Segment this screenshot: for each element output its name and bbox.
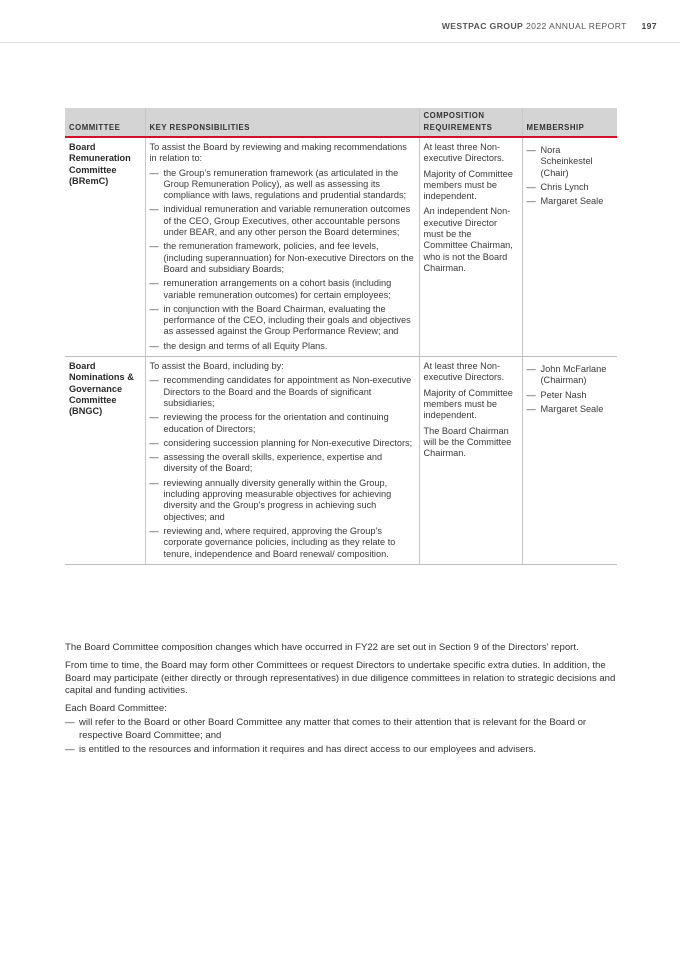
membership-cell — [522, 137, 617, 357]
list-item: — reviewing annually diversity generally within the Group, including approving measurable objectives for achieving diversity and the Group’s progress in achieving such objectives; and — [150, 478, 415, 523]
composition-item: An independent Non-executive Director must be the Committee Chairman, who is not the Board Chairman. — [423, 206, 513, 273]
list-item: — remuneration arrangements on a cohort basis (including variable remuneration outcomes) for certain employees; — [150, 278, 415, 301]
composition-item: At least three Non-executive Directors. — [423, 142, 505, 164]
member: — John McFarlane (Chairman) — [527, 364, 614, 387]
paragraph: The Board Committee composition changes which have occurred in FY22 are set out in Section 9 of the Directors’ report. — [65, 642, 579, 653]
responsibilities-intro: To assist the Board by reviewing and making recommendations in relation to: — [149, 142, 407, 164]
table-row-bngc — [65, 357, 617, 565]
member: — Margaret Seale — [527, 196, 614, 207]
list-item: — recommending candidates for appointment as Non-executive Directors to the Board and the Boards of significant subsidiaries; — [150, 375, 415, 409]
header-divider — [0, 42, 680, 43]
page-number: 197 — [641, 21, 657, 31]
responsibilities-cell — [145, 137, 419, 357]
table-header-row — [65, 108, 617, 137]
membership-list — [527, 364, 614, 415]
committee-name: Board Remuneration Committee (BRemC) — [65, 137, 145, 357]
member: — Peter Nash — [527, 390, 614, 401]
composition-item: Majority of Committee members must be independent. — [423, 168, 513, 202]
responsibilities-intro: To assist the Board, including by: — [149, 361, 284, 372]
member: — Chris Lynch — [527, 182, 614, 193]
list-item: — in conjunction with the Board Chairman, evaluating the performance of the CEO, including their goals and objectives as assessed against the Group Performance Review; and — [150, 304, 415, 338]
list-item: — reviewing and, where required, approving the Group’s corporate governance policies, including as they relate to tenure, independence and Board renewal/ composition. — [150, 526, 415, 560]
list-item: — reviewing the process for the orientation and continuing education of Directors; — [150, 412, 415, 435]
membership-cell — [522, 357, 617, 565]
responsibilities-list — [150, 168, 415, 352]
committee-duties-list — [65, 717, 617, 756]
header-committee: COMMITTEE — [65, 108, 145, 137]
header-key-responsibilities: KEY RESPONSIBILITIES — [145, 108, 419, 137]
list-item: — is entitled to the resources and information it requires and has direct access to our employees and advisers. — [65, 744, 617, 756]
header-brand: WESTPAC GROUP — [441, 21, 524, 31]
composition-item: The Board Chairman will be the Committee Chairman. — [423, 425, 512, 459]
responsibilities-list — [150, 375, 415, 559]
header-composition-requirements: COMPOSITION REQUIREMENTS — [419, 108, 522, 137]
list-item: — the Group’s remuneration framework (as articulated in the Group Remuneration Policy), as well as assessing its compliance with laws, regulations and prudential standards; — [150, 168, 415, 202]
list-item: — the remuneration framework, policies, and fee levels, (including superannuation) for Non-executive Directors on the Board and subsidiary Boards; — [150, 241, 415, 275]
list-item: — assessing the overall skills, experience, expertise and diversity of the Board; — [150, 452, 415, 475]
membership-list — [527, 145, 614, 207]
paragraph: From time to time, the Board may form other Committees or request Directors to undertake specific extra duties. In addition, the Board may participate (either directly or through representatives) in due diligence committees in relation to strategic decisions and capital and funding activities. — [65, 660, 616, 696]
list-item: — individual remuneration and variable remuneration outcomes of the CEO, Group Executives, other accountable persons under BEAR, and any other person the Board determines; — [150, 204, 415, 238]
list-item: — considering succession planning for Non-executive Directors; — [150, 438, 415, 449]
committee-name: Board Nominations & Governance Committee (BNGC) — [65, 357, 145, 565]
list-item: — will refer to the Board or other Board Committee any matter that comes to their attention that is relevant for the Board or respective Board Committee; and — [65, 717, 617, 742]
responsibilities-cell — [145, 357, 419, 565]
committee-table — [65, 108, 617, 565]
member: — Margaret Seale — [527, 404, 614, 415]
composition-cell — [419, 137, 522, 357]
member: — Nora Scheinkestel (Chair) — [527, 145, 614, 179]
composition-item: Majority of Committee members must be independent. — [423, 387, 513, 421]
composition-item: At least three Non-executive Directors. — [423, 361, 505, 383]
list-item: — the design and terms of all Equity Plans. — [150, 341, 415, 352]
page-header — [442, 21, 657, 31]
body-text — [65, 642, 617, 756]
header-report-title: 2022 ANNUAL REPORT — [525, 21, 627, 31]
header-membership: MEMBERSHIP — [522, 108, 617, 137]
table-row-bremc — [65, 137, 617, 357]
composition-cell — [419, 357, 522, 565]
paragraph: Each Board Committee: — [65, 703, 167, 715]
